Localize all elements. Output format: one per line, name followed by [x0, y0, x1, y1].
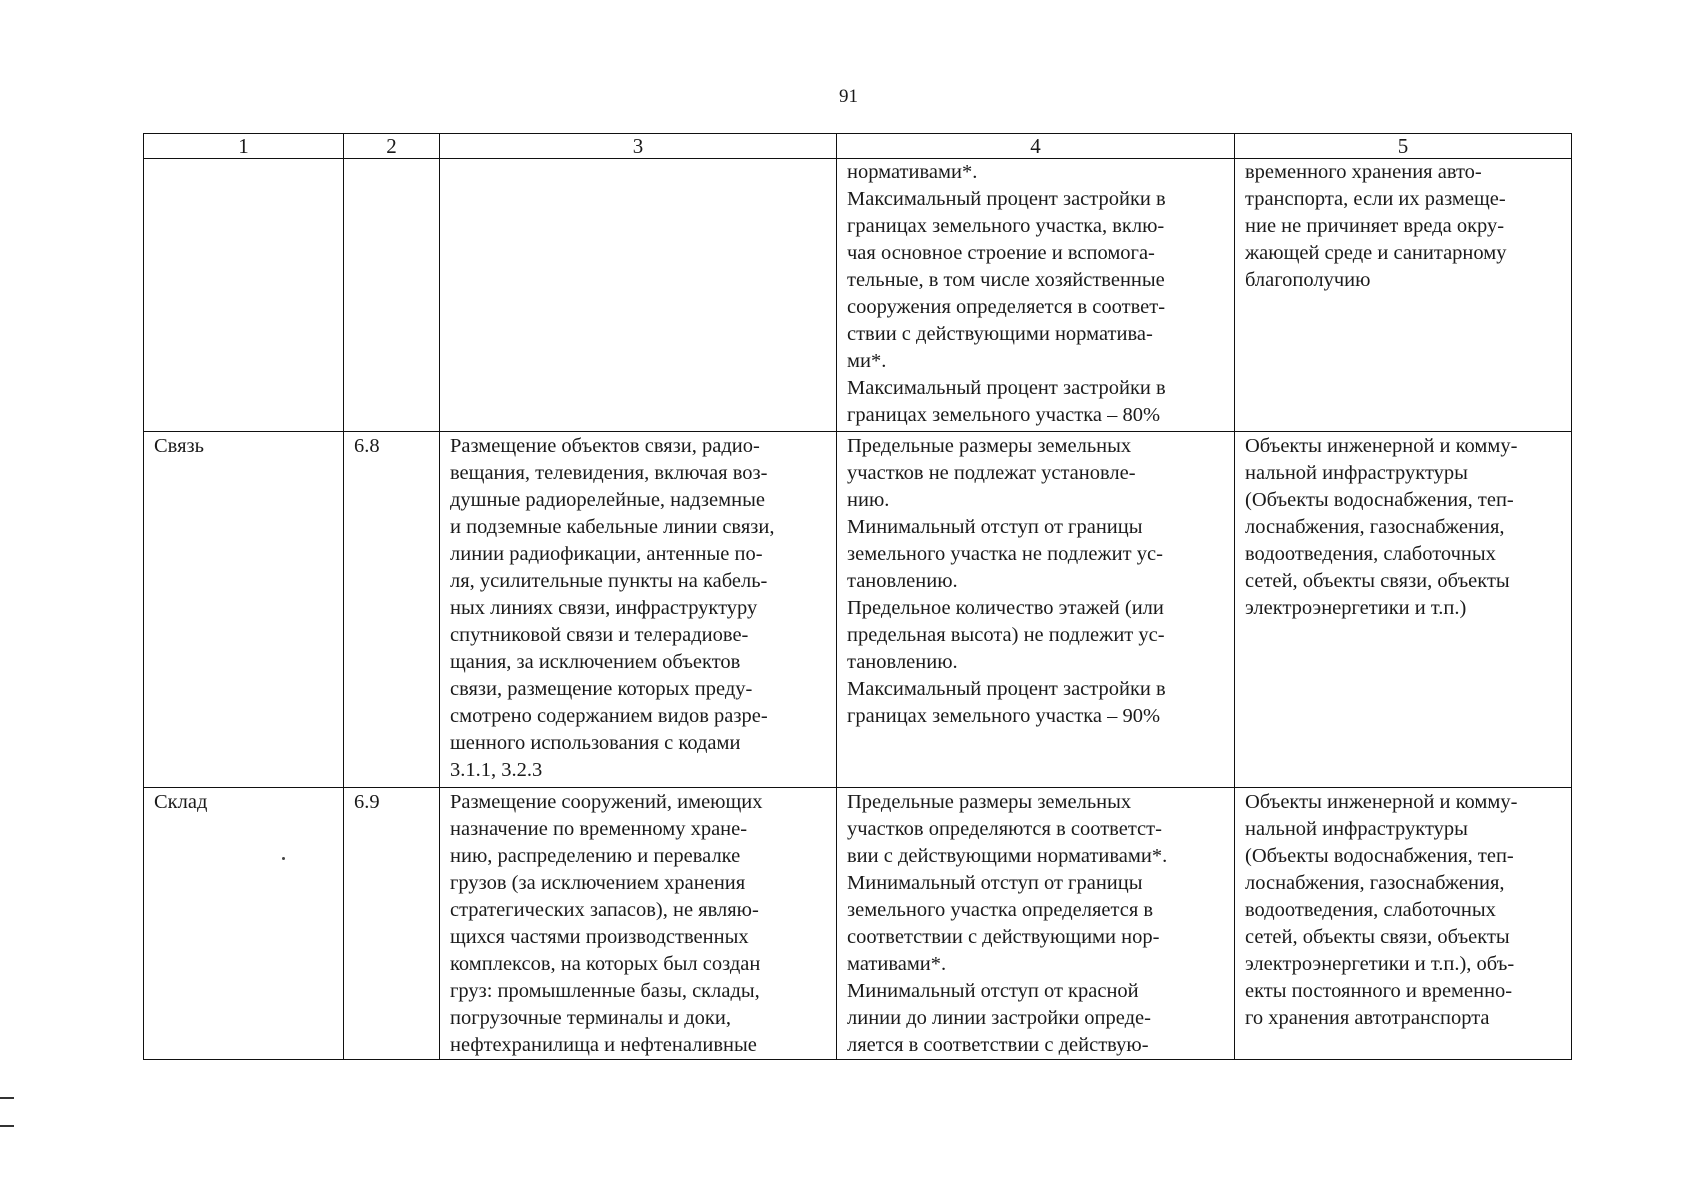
text-line: Минимальный отступ от красной	[847, 980, 1139, 1002]
text-line: предельная высота) не подлежит ус-	[847, 624, 1165, 646]
margin-mark-bottom	[0, 1125, 14, 1127]
text-line: сетей, объекты связи, объекты	[1245, 570, 1510, 592]
text-line: ных линиях связи, инфраструктуру	[450, 597, 758, 619]
land-use-name: Склад	[144, 788, 344, 1060]
text-line: лоснабжения, газоснабжения,	[1245, 872, 1505, 894]
text-line: жающей среде и санитарному	[1245, 242, 1507, 264]
text-line: ми*.	[847, 350, 887, 372]
text-line: земельного участка не подлежит ус-	[847, 543, 1163, 565]
description-cell	[440, 159, 837, 432]
header-row	[144, 134, 1572, 159]
text-line: и подземные кабельные линии связи,	[450, 516, 775, 538]
text-line: транспорта, если их размеще-	[1245, 188, 1506, 210]
land-use-name	[144, 159, 344, 432]
text-line: ствии с действующими норматива-	[847, 323, 1153, 345]
text-line: Объекты инженерной и комму-	[1245, 791, 1518, 813]
land-use-table	[143, 133, 1572, 1060]
text-line: назначение по временному хране-	[450, 818, 748, 840]
text-line: 3.1.1, 3.2.3	[450, 759, 543, 781]
text-line: ние не причиняет вреда окру-	[1245, 215, 1505, 237]
column-header-3: 3	[440, 134, 837, 159]
text-line: Предельное количество этажей (или	[847, 597, 1164, 619]
text-line: вии с действующими нормативами*.	[847, 845, 1168, 867]
auxiliary-uses-cell	[1235, 788, 1572, 1060]
text-line: тановлению.	[847, 570, 958, 592]
auxiliary-uses-cell	[1235, 432, 1572, 788]
text-line: связи, размещение которых преду-	[450, 678, 753, 700]
text-line: нормативами*.	[847, 161, 978, 183]
column-header-5: 5	[1235, 134, 1572, 159]
text-line: линии радиофикации, антенные по-	[450, 543, 763, 565]
text-line: спутниковой связи и телерадиове-	[450, 624, 749, 646]
text-line: тановлению.	[847, 651, 958, 673]
parameters-cell	[837, 159, 1235, 432]
description-cell	[440, 432, 837, 788]
text-line: ля, усилительные пункты на кабель-	[450, 570, 768, 592]
text-line: Минимальный отступ от границы	[847, 872, 1143, 894]
text-line: благополучию	[1245, 269, 1371, 291]
text-line: нефтехранилища и нефтеналивные	[450, 1034, 757, 1056]
text-line: временного хранения авто-	[1245, 161, 1482, 183]
land-use-code: 6.8	[344, 432, 440, 788]
text-line: Предельные размеры земельных	[847, 791, 1132, 813]
text-line: грузов (за исключением хранения	[450, 872, 746, 894]
text-line: лоснабжения, газоснабжения,	[1245, 516, 1505, 538]
text-line: погрузочные терминалы и доки,	[450, 1007, 731, 1029]
text-line: Объекты инженерной и комму-	[1245, 435, 1518, 457]
description-cell	[440, 788, 837, 1060]
table-row	[144, 432, 1572, 788]
text-line: сетей, объекты связи, объекты	[1245, 926, 1510, 948]
text-line: душные радиорелейные, надземные	[450, 489, 765, 511]
text-line: земельного участка определяется в	[847, 899, 1154, 921]
text-line: линии до линии застройки опреде-	[847, 1007, 1151, 1029]
text-line: Максимальный процент застройки в	[847, 678, 1166, 700]
text-line: нию, распределению и перевалке	[450, 845, 741, 867]
text-line: водоотведения, слаботочных	[1245, 899, 1496, 921]
text-line: участков определяются в соответст-	[847, 818, 1162, 840]
table-row	[144, 159, 1572, 432]
text-line: границах земельного участка – 80%	[847, 404, 1161, 426]
text-line: водоотведения, слаботочных	[1245, 543, 1496, 565]
text-line: Размещение сооружений, имеющих	[450, 791, 763, 813]
text-line: (Объекты водоснабжения, теп-	[1245, 489, 1514, 511]
text-line: чая основное строение и вспомога-	[847, 242, 1155, 264]
scan-dot	[282, 857, 285, 860]
text-line: комплексов, на которых был создан	[450, 953, 761, 975]
column-header-2: 2	[344, 134, 440, 159]
text-line: электроэнергетики и т.п.)	[1245, 597, 1467, 619]
text-line: соответствии с действующими нор-	[847, 926, 1160, 948]
parameters-cell	[837, 788, 1235, 1060]
text-line: электроэнергетики и т.п.), объ-	[1245, 953, 1515, 975]
column-header-4: 4	[837, 134, 1235, 159]
page-number: 91	[839, 86, 858, 107]
text-line: екты постоянного и временно-	[1245, 980, 1513, 1002]
text-line: нальной инфраструктуры	[1245, 462, 1468, 484]
parameters-cell	[837, 432, 1235, 788]
land-use-code: 6.9	[344, 788, 440, 1060]
text-line: границах земельного участка, вклю-	[847, 215, 1165, 237]
text-line: ляется в соответствии с действую-	[847, 1034, 1149, 1056]
text-line: нальной инфраструктуры	[1245, 818, 1468, 840]
text-line: Минимальный отступ от границы	[847, 516, 1143, 538]
column-header-1: 1	[144, 134, 344, 159]
text-line: смотрено содержанием видов разре-	[450, 705, 768, 727]
text-line: границах земельного участка – 90%	[847, 705, 1161, 727]
text-line: Максимальный процент застройки в	[847, 188, 1166, 210]
text-line: Максимальный процент застройки в	[847, 377, 1166, 399]
auxiliary-uses-cell	[1235, 159, 1572, 432]
text-line: мативами*.	[847, 953, 947, 975]
text-line: сооружения определяется в соответ-	[847, 296, 1166, 318]
land-use-name: Связь	[144, 432, 344, 788]
text-line: шенного использования с кодами	[450, 732, 741, 754]
text-line: вещания, телевидения, включая воз-	[450, 462, 768, 484]
text-line: щихся частями производственных	[450, 926, 749, 948]
text-line: стратегических запасов), не являю-	[450, 899, 759, 921]
text-line: участков не подлежат установле-	[847, 462, 1136, 484]
land-use-code	[344, 159, 440, 432]
text-line: го хранения автотранспорта	[1245, 1007, 1490, 1029]
table-row	[144, 788, 1572, 1060]
margin-mark-top	[0, 1097, 14, 1099]
text-line: (Объекты водоснабжения, теп-	[1245, 845, 1514, 867]
text-line: нию.	[847, 489, 890, 511]
text-line: Размещение объектов связи, радио-	[450, 435, 760, 457]
text-line: тельные, в том числе хозяйственные	[847, 269, 1165, 291]
text-line: Предельные размеры земельных	[847, 435, 1132, 457]
text-line: груз: промышленные базы, склады,	[450, 980, 760, 1002]
text-line: щания, за исключением объектов	[450, 651, 741, 673]
